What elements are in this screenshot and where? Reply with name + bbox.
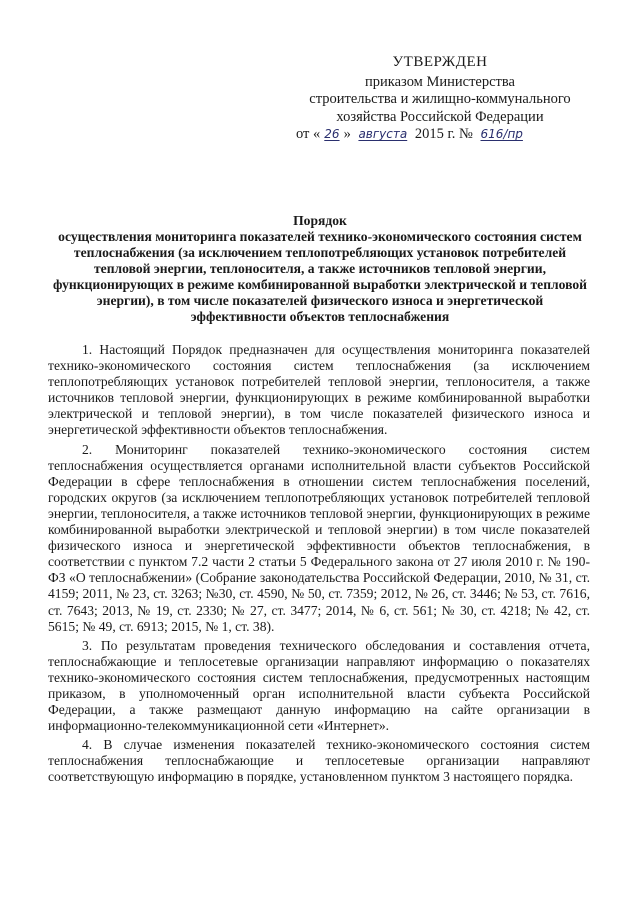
paragraph-1: 1. Настоящий Порядок предназначен для осуществления мониторинга показателей технико-экономического состояния систем теплоснабжения (за исключением теплопотребляющих установок потребителей тепловой энергии, теплоносителя, а также источников тепловой энергии, функционирующих в режиме комбинированной выработки электрической и тепловой энергии), в том числе показателей физического износа и энергетической эффективности объектов теплоснабжения. <box>48 342 590 438</box>
handwritten-day: 26 <box>324 127 340 141</box>
date-year: 2015 г. № <box>411 126 477 142</box>
handwritten-month: августа <box>358 127 408 141</box>
document-body <box>48 342 590 789</box>
date-prefix: от « <box>296 126 321 142</box>
document-title <box>48 213 592 325</box>
title-subtitle: осуществления мониторинга показателей технико-экономического состояния систем теплоснабжения (за исключением теплопотребляющих установок потребителей тепловой энергии, теплоносителя, а также источников тепловой энергии, функционирующих в режиме комбинированной выработки электрической и тепловой энергии), в том числе показателей физического износа и энергетической эффективности объектов теплоснабжения <box>53 229 587 324</box>
approval-heading: УТВЕРЖДЕН <box>392 54 488 70</box>
paragraph-3: 3. По результатам проведения технического обследования и составления отчета, теплоснабжающие и теплосетевые организации направляют информацию о показателях технико-экономического состояния систем теплоснабжения, предусмотренных настоящим приказом, в уполномоченный орган исполнительной власти субъекта Российской Федерации, а также размещают данную информацию на сайте организации в информационно-телекоммуникационной сети «Интернет». <box>48 637 590 734</box>
date-mid: » <box>343 126 355 142</box>
approval-line-3: хозяйства Российской Федерации <box>336 108 544 125</box>
handwritten-order-number: 616/пр <box>480 127 523 141</box>
approval-date-line <box>290 126 590 144</box>
paragraph-4: 4. В случае изменения показателей технико-экономического состояния систем теплоснабжения теплоснабжающие и теплосетевые организации направляют соответствующую информацию в порядке, установленном пунктом 3 настоящего порядка. <box>48 737 590 785</box>
paragraph-2: 2. Мониторинг показателей технико-экономического состояния систем теплоснабжения осуществляется органами исполнительной власти субъектов Российской Федерации в сфере теплоснабжения в отношении систем теплоснабжения поселений, городских округов (за исключением теплопотребляющих установок потребителей тепловой энергии, теплоносителя, а также источников тепловой энергии, функционирующих в режиме комбинированной выработки электрической и тепловой энергии) в том числе показателей физического износа и энергетической эффективности объектов теплоснабжения, в соответствии с пунктом 7.2 части 2 статьи 5 Федерального закона от 27 июля 2010 г. № 190-ФЗ «О теплоснабжении» (Собрание законодательства Российской Федерации, 2010, № 31, ст. 4159; 2011, № 23, ст. 3263; №30, ст. 4590, № 50, ст. 7359; 2012, № 26, ст. 3446; № 53, ст. 7616, ст. 7643; 2013, № 19, ст. 2330; № 27, ст. 3477; 2014, № 6, ст. 561; № 30, ст. 4218; № 42, ст. 5615; № 49, ст. 6913; 2015, № 1, ст. 38). <box>48 441 590 634</box>
title-heading: Порядок <box>293 213 347 228</box>
approval-stamp <box>290 54 590 144</box>
approval-line-1: приказом Министерства <box>365 73 515 90</box>
approval-line-2: строительства и жилищно-коммунального <box>309 91 571 107</box>
